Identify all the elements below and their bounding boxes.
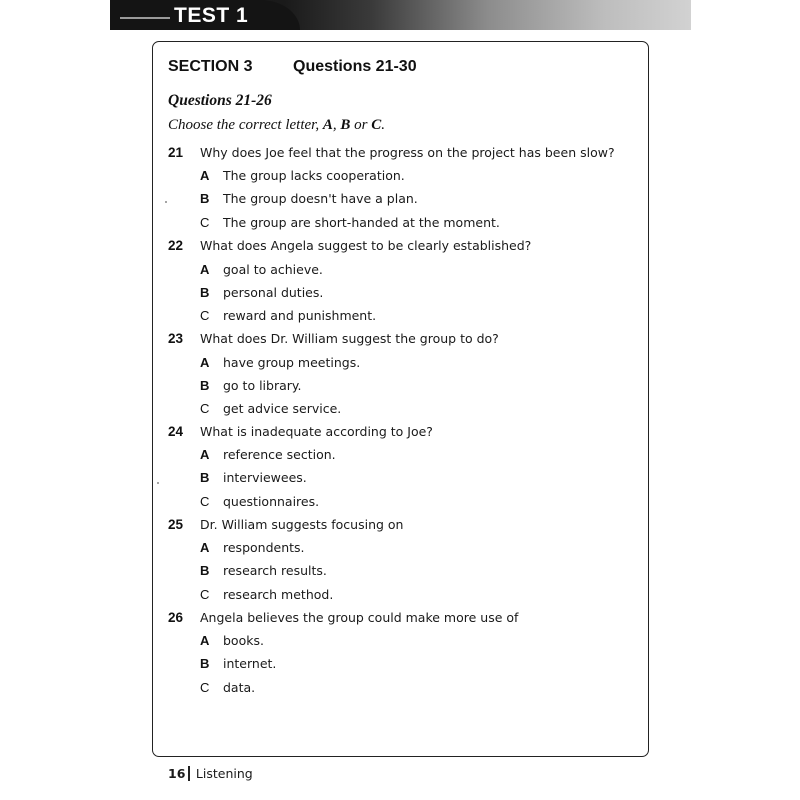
option-text: internet.: [223, 656, 277, 671]
option-letter: C: [200, 401, 210, 416]
option-letter: A: [200, 168, 210, 183]
footer-divider: [188, 766, 190, 781]
page-footer: [168, 766, 253, 781]
option-text: The group doesn't have a plan.: [223, 191, 418, 206]
option-text: questionnaires.: [223, 494, 320, 509]
option-letter: B: [200, 378, 210, 393]
question-text: Dr. William suggests focusing on: [200, 517, 404, 532]
option-text: research method.: [223, 587, 334, 602]
option-letter: C: [200, 215, 210, 230]
question-text: Angela believes the group could make more use of: [200, 610, 519, 625]
instruction: [168, 117, 385, 134]
option-letter: C: [200, 308, 210, 323]
option-letter: A: [200, 633, 210, 648]
question-number: 25: [168, 517, 184, 532]
option-letter: A: [200, 447, 210, 462]
option-text: reference section.: [223, 447, 336, 462]
option-text: interviewees.: [223, 470, 307, 485]
scan-speck: [157, 482, 159, 484]
option-letter: B: [200, 656, 210, 671]
question-text: Why does Joe feel that the progress on the project has been slow?: [200, 145, 615, 160]
option-text: The group lacks cooperation.: [223, 168, 405, 183]
question-text: What does Angela suggest to be clearly established?: [200, 238, 532, 253]
option-text: get advice service.: [223, 401, 342, 416]
instruction-sep1: ,: [332, 117, 341, 133]
instruction-letter-b: B: [340, 117, 351, 133]
question-number: 21: [168, 145, 184, 160]
header-stripe: [120, 17, 170, 19]
option-letter: A: [200, 262, 210, 277]
option-letter: B: [200, 285, 210, 300]
option-text: goal to achieve.: [223, 262, 323, 277]
instruction-prefix: Choose the correct letter,: [168, 117, 323, 133]
option-text: go to library.: [223, 378, 302, 393]
option-text: books.: [223, 633, 264, 648]
section-questions-range: Questions 21-30: [293, 58, 417, 75]
instruction-sep2: or: [350, 117, 372, 133]
option-letter: C: [200, 587, 210, 602]
option-text: data.: [223, 680, 256, 695]
subheading: Questions 21-26: [168, 92, 272, 109]
question-number: 23: [168, 331, 184, 346]
scan-speck: [165, 201, 167, 203]
test-title: TEST 1: [174, 4, 249, 27]
question-number: 24: [168, 424, 184, 439]
option-text: personal duties.: [223, 285, 324, 300]
question-text: What is inadequate according to Joe?: [200, 424, 433, 439]
option-letter: C: [200, 680, 210, 695]
instruction-suffix: .: [381, 117, 385, 133]
option-letter: B: [200, 563, 210, 578]
option-letter: A: [200, 540, 210, 555]
footer-section-name: Listening: [195, 766, 253, 781]
question-number: 26: [168, 610, 184, 625]
section-label: SECTION 3: [168, 58, 253, 75]
option-text: have group meetings.: [223, 355, 361, 370]
option-text: research results.: [223, 563, 327, 578]
instruction-letter-c: C: [371, 117, 382, 133]
option-text: respondents.: [223, 540, 305, 555]
option-text: The group are short-handed at the moment.: [223, 215, 500, 230]
page-number: 16: [168, 766, 186, 781]
question-text: What does Dr. William suggest the group to do?: [200, 331, 499, 346]
instruction-letter-a: A: [322, 117, 333, 133]
option-letter: B: [200, 470, 210, 485]
option-letter: C: [200, 494, 210, 509]
option-letter: A: [200, 355, 210, 370]
option-text: reward and punishment.: [223, 308, 377, 323]
question-number: 22: [168, 238, 184, 253]
option-letter: B: [200, 191, 210, 206]
